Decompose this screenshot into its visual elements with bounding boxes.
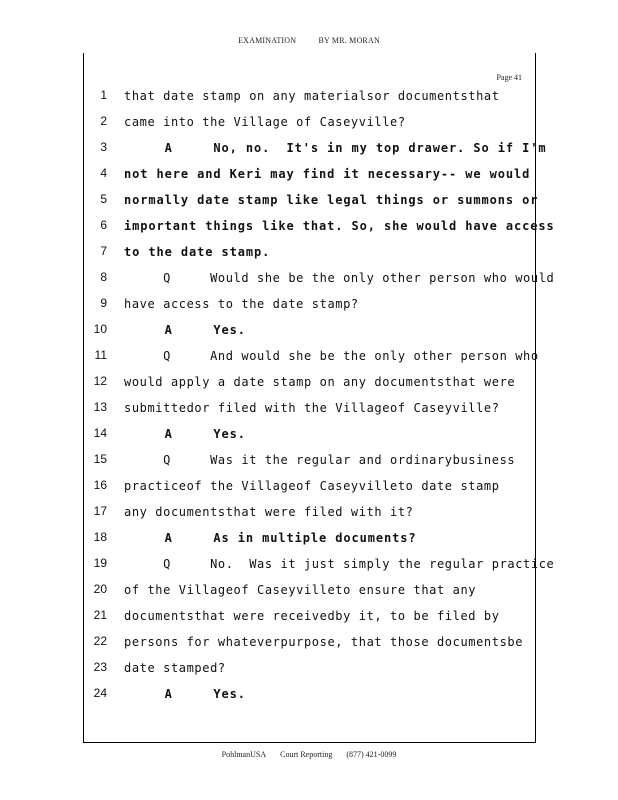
- header-examiner: BY MR. MORAN: [318, 36, 380, 45]
- line-number: 12: [93, 374, 107, 388]
- transcript-line: [0, 426, 618, 452]
- line-number: 22: [93, 634, 107, 648]
- line-number: 5: [100, 192, 107, 206]
- transcript-line: [0, 166, 618, 192]
- line-text: have access to the date stamp?: [124, 297, 359, 311]
- transcript-line: [0, 400, 618, 426]
- transcript-line: [0, 556, 618, 582]
- line-text: not here and Keri may find it necessary-- we would: [124, 167, 531, 181]
- line-text: documentsthat were receivedby it, to be filed by: [124, 609, 500, 623]
- line-text: came into the Village of Caseyville?: [124, 115, 406, 129]
- line-number: 4: [100, 166, 107, 180]
- transcript-line: [0, 244, 618, 270]
- line-number: 10: [93, 322, 107, 336]
- line-text: normally date stamp like legal things or summons or: [124, 193, 539, 207]
- transcript-line: [0, 660, 618, 686]
- line-number: 6: [100, 218, 107, 232]
- line-number: 23: [93, 660, 107, 674]
- line-text: A Yes.: [124, 687, 246, 701]
- line-text: Q And would she be the only other person who: [124, 349, 539, 363]
- page-header: [0, 36, 618, 45]
- line-number: 14: [93, 426, 107, 440]
- header-examination: EXAMINATION: [238, 36, 297, 45]
- line-number: 19: [93, 556, 107, 570]
- line-text: submittedor filed with the Villageof Caseyville?: [124, 401, 500, 415]
- line-number: 9: [100, 296, 107, 310]
- line-number: 18: [93, 530, 107, 544]
- transcript-line: [0, 504, 618, 530]
- line-number: 8: [100, 270, 107, 284]
- line-number: 13: [93, 400, 107, 414]
- line-text: A Yes.: [124, 323, 246, 337]
- footer-phone: (877) 421-0099: [346, 750, 397, 759]
- page-number: Page 41: [496, 73, 522, 82]
- transcript-line: [0, 634, 618, 660]
- transcript-line: [0, 348, 618, 374]
- transcript-line: [0, 374, 618, 400]
- page-footer: [0, 750, 618, 759]
- line-text: A Yes.: [124, 427, 246, 441]
- line-text: A No, no. It's in my top drawer. So if I'm: [124, 141, 547, 155]
- transcript-line: [0, 530, 618, 556]
- line-text: Q Would she be the only other person who would: [124, 271, 555, 285]
- line-text: any documentsthat were filed with it?: [124, 505, 414, 519]
- line-text: A As in multiple documents?: [124, 531, 417, 545]
- line-number: 15: [93, 452, 107, 466]
- transcript-line: [0, 608, 618, 634]
- transcript-line: [0, 322, 618, 348]
- transcript-line: [0, 218, 618, 244]
- line-number: 20: [93, 582, 107, 596]
- line-text: important things like that. So, she would have access: [124, 219, 555, 233]
- transcript-line: [0, 114, 618, 140]
- footer-company: PohlmanUSA: [221, 750, 267, 759]
- line-number: 1: [100, 88, 107, 102]
- line-number: 11: [94, 348, 107, 362]
- line-number: 7: [100, 244, 107, 258]
- transcript-line: [0, 270, 618, 296]
- line-text: practiceof the Villageof Caseyvilleto date stamp: [124, 479, 500, 493]
- line-text: that date stamp on any materialsor documentsthat: [124, 89, 500, 103]
- line-number: 21: [93, 608, 107, 622]
- line-number: 3: [100, 140, 107, 154]
- transcript-line: [0, 686, 618, 712]
- line-number: 16: [93, 478, 107, 492]
- line-text: Q Was it the regular and ordinarybusiness: [124, 453, 516, 467]
- line-text: would apply a date stamp on any documentsthat were: [124, 375, 516, 389]
- line-text: Q No. Was it just simply the regular practice: [124, 557, 555, 571]
- transcript-line: [0, 88, 618, 114]
- line-number: 17: [93, 504, 107, 518]
- transcript-line: [0, 192, 618, 218]
- transcript-line: [0, 296, 618, 322]
- transcript-line: [0, 452, 618, 478]
- line-number: 2: [100, 114, 107, 128]
- line-text: to the date stamp.: [124, 245, 271, 259]
- transcript-line: [0, 582, 618, 608]
- transcript-line: [0, 140, 618, 166]
- line-text: persons for whateverpurpose, that those documentsbe: [124, 635, 524, 649]
- line-number: 24: [93, 686, 107, 700]
- line-text: date stamped?: [124, 661, 226, 675]
- footer-service: Court Reporting: [280, 750, 333, 759]
- transcript-line: [0, 478, 618, 504]
- line-text: of the Villageof Caseyvilleto ensure that any: [124, 583, 477, 597]
